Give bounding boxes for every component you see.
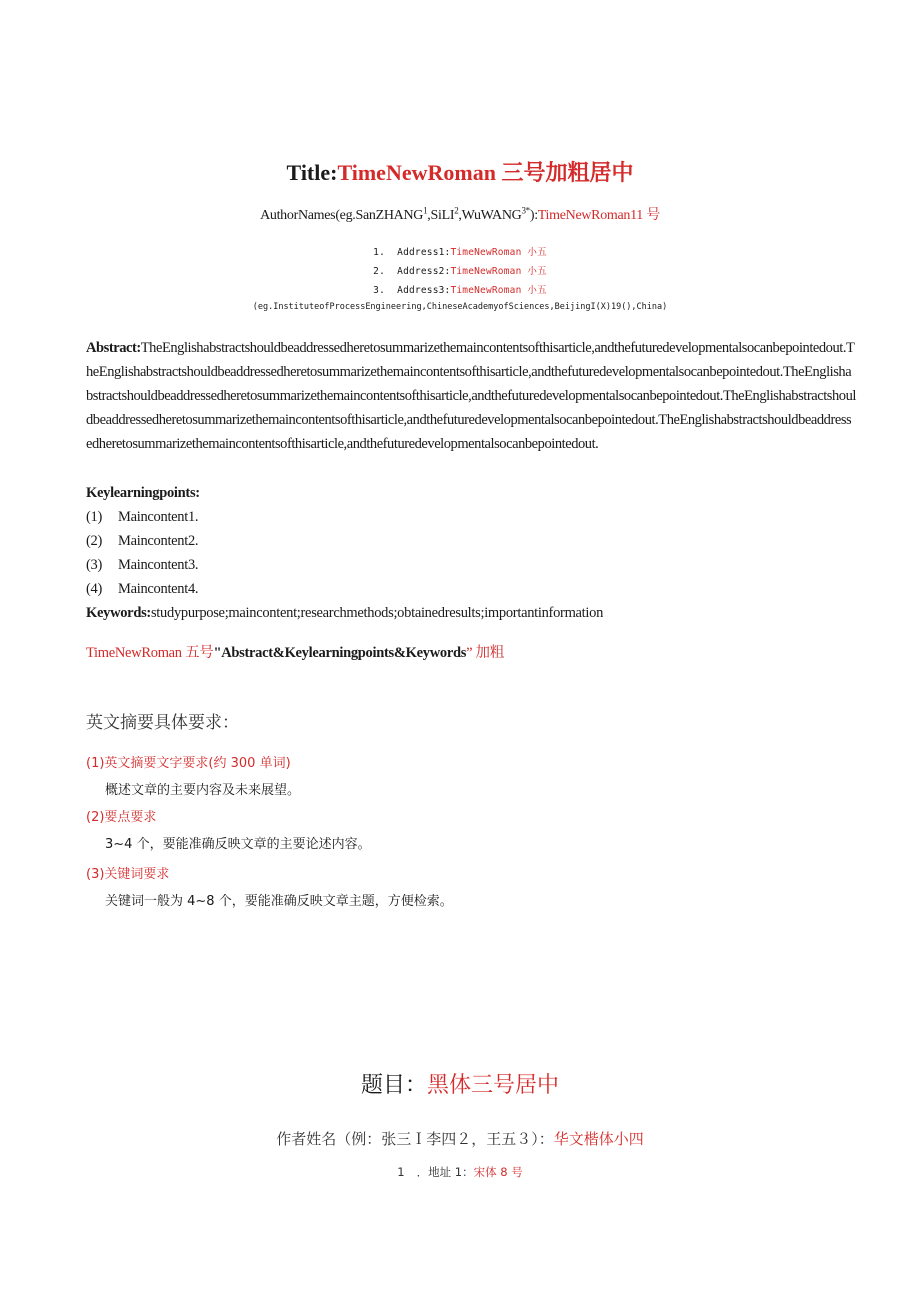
requirements-heading: 英文摘要具体要求：	[86, 713, 239, 733]
chinese-author-names: 作者姓名（例：张三Ｉ李四２，王五３）：华文楷体小四	[276, 1132, 644, 1148]
key-points-label: Keylearningpoints:	[86, 485, 200, 501]
keywords-text: studypurpose;maincontent;researchmethods;obtainedresults;importantinformation	[150, 605, 604, 621]
key-point-item: (3) Maincontent3.	[86, 557, 199, 573]
requirement-label-3: (3)关键词要求	[86, 867, 170, 882]
authors-format-note: TimeNewRoman11 号	[537, 208, 660, 223]
address-line-3: 3. Address3:TimeNewRoman 小五	[373, 285, 547, 296]
abstract-label: Abstract:	[86, 340, 141, 356]
requirement-label-2: (2)要点要求	[86, 810, 157, 825]
key-point-item: (2) Maincontent2.	[86, 533, 199, 549]
english-title	[0, 156, 920, 187]
format-note: TimeNewRoman 五号"Abstract&Keylearningpoints&Keywords” 加粗	[86, 645, 504, 661]
english-title-prefix: Title:	[286, 160, 338, 185]
requirement-text-1: 概述文章的主要内容及未来展望。	[105, 783, 301, 798]
chinese-authors-format-note: 华文楷体小四	[553, 1132, 644, 1148]
english-title-format-note: TimeNewRoman 三号加粗居中	[337, 160, 634, 185]
address-line-1: 1. Address1:TimeNewRoman 小五	[373, 247, 547, 258]
english-author-names: AuthorNames(eg.SanZHANG$^1$,SiLI$^2$,WuWANG$^{3*}$):TimeNewRoman11 号	[260, 205, 660, 223]
requirement-text-3: 关键词一般为 4~8 个，要能准确反映文章主题，方便检索。	[105, 894, 453, 909]
chinese-title-prefix: 题目：	[360, 1073, 427, 1098]
keywords-label: Keywords:	[86, 605, 151, 621]
chinese-title-format-note: 黑体三号居中	[427, 1073, 560, 1098]
abstract-paragraph	[86, 336, 856, 456]
abstract-text: TheEnglishabstractshouldbeaddressedheretosummarizethemaincontentsofthisarticle,andthefuturedevelopmentalsocanbepointedout.TheEnglishabstractshouldbeaddressedheretosummarizethemaincontentsofthisarticle,andthefuturedevelopmentalsocanbepointedout.TheEnglishabstractshouldbeaddressedheretosummarizethemaincontentsofthisarticle,andthefuturedevelopmentalsocanbepointedout.TheEnglishabstractshouldbeaddressedheretosummarizethemaincontentsofthisarticle,andthefuturedevelopmentalsocanbepointedout.TheEnglishabstractshouldbeaddressedheretosummarizethemaincontentsofthisarticle,andthefuturedevelopmentalsocanbepointedout.	[86, 340, 856, 453]
keywords-line	[86, 605, 603, 622]
key-point-item: (1) Maincontent1.	[86, 509, 199, 525]
requirement-label-1: (1)英文摘要文字要求(约 300 单词)	[86, 756, 291, 771]
address-line-2: 2. Address2:TimeNewRoman 小五	[373, 266, 547, 277]
chinese-address-line: 1 ．地址 1：宋体 8 号	[397, 1165, 523, 1179]
requirement-text-2: 3~4 个，要能准确反映文章的主要论述内容。	[105, 837, 371, 852]
chinese-title	[0, 1068, 920, 1099]
key-point-item: (4) Maincontent4.	[86, 581, 199, 597]
address-example: (eg.InstituteofProcessEngineering,ChineseAcademyofSciences,BeijingI(X)19(),China)	[252, 302, 668, 312]
